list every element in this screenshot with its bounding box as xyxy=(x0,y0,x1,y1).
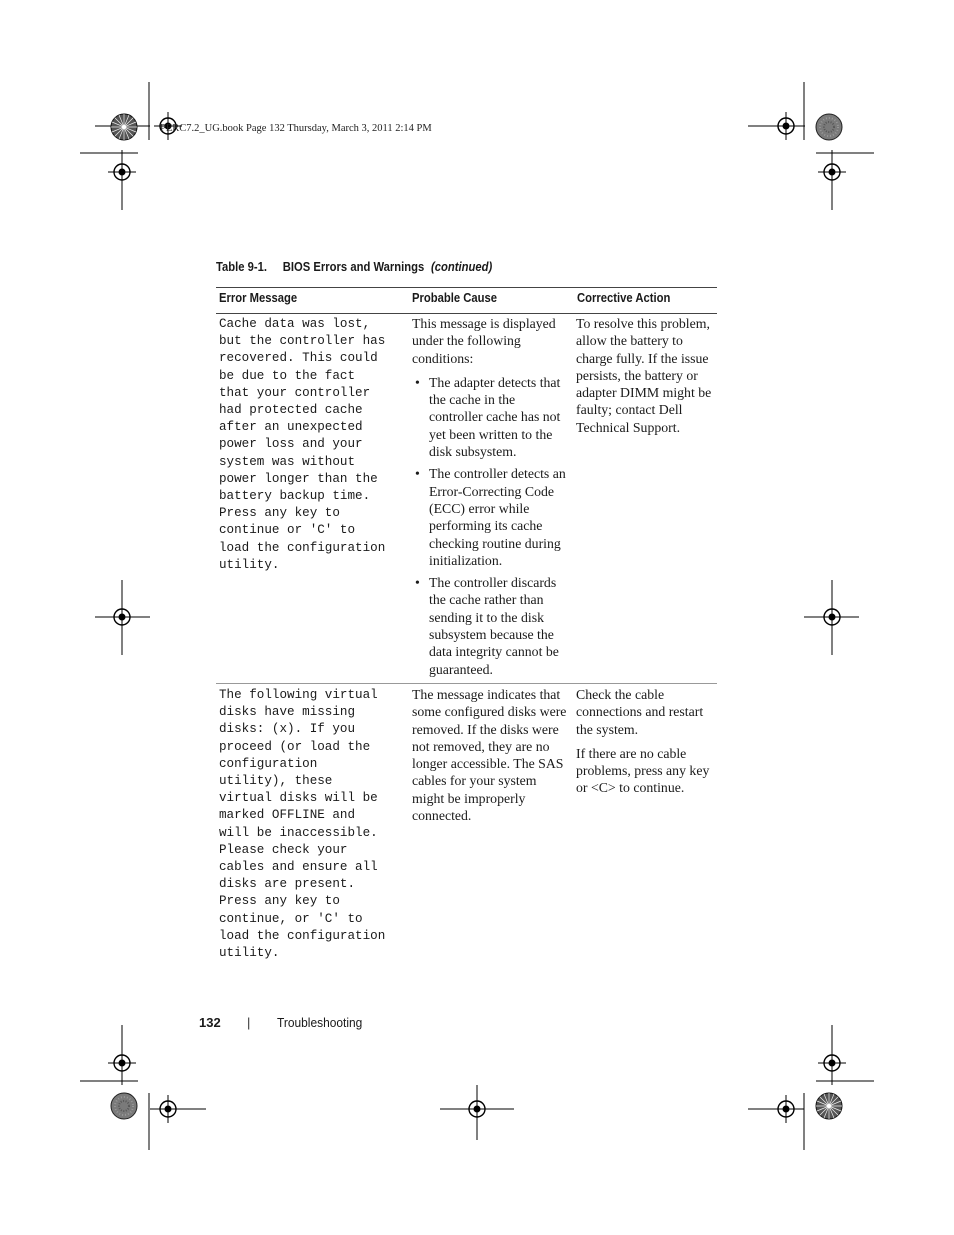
table-row xyxy=(216,314,717,684)
table-caption-continued: (continued) xyxy=(431,260,493,274)
list-item-text: The adapter detects that the cache in the controller cache has not yet been written to the disk subsystem. xyxy=(429,374,561,460)
corrective-action-cell xyxy=(576,314,717,436)
bullet-icon: • xyxy=(415,374,420,390)
list-item-text: The controller detects an Error-Correcting Code (ECC) error while performing its cache checking routine during initialization. xyxy=(429,466,566,568)
registration-mark-icon xyxy=(772,1095,800,1123)
probable-cause-list xyxy=(412,373,572,678)
list-item xyxy=(412,465,572,569)
registration-mark-icon xyxy=(818,603,846,631)
error-message-cell xyxy=(219,684,409,962)
table-caption-number: Table 9-1. xyxy=(216,260,268,274)
sunburst-target-icon xyxy=(816,1093,842,1119)
table-row xyxy=(216,684,717,974)
probable-cause-cell xyxy=(412,684,572,824)
registration-mark-icon xyxy=(818,158,846,186)
registration-mark-icon xyxy=(818,1049,846,1077)
page-number: 132 xyxy=(199,1015,221,1030)
registration-mark-icon xyxy=(154,1095,182,1123)
density-target-icon xyxy=(111,1093,137,1119)
bullet-icon: • xyxy=(415,575,420,591)
header-error-message: Error Message xyxy=(219,291,298,305)
registration-mark-icon xyxy=(108,603,136,631)
corrective-action-cell xyxy=(576,684,717,797)
error-message-text: Cache data was lost, but the controller has recovered. This could be due to the fact that your controller had protected cache after an unexpected power loss and your system was without power longer than the battery backup time. Press any key to continue or 'C' to load the configuration utility. xyxy=(219,317,386,572)
list-item xyxy=(412,374,572,460)
probable-cause-intro: The message indicates that some configured disks were removed. If the disks were not removed, they are no longer accessible. The SAS cables for your system might be improperly connected. xyxy=(412,687,567,824)
table-caption-title: BIOS Errors and Warnings xyxy=(282,260,425,274)
sunburst-target-icon xyxy=(111,114,137,140)
corrective-action-text: Check the cable connections and restart the system. xyxy=(576,687,704,737)
list-item xyxy=(412,574,572,678)
bios-errors-table xyxy=(216,287,717,974)
header-probable-cause: Probable Cause xyxy=(412,291,498,305)
registration-mark-icon xyxy=(772,112,800,140)
corrective-action-text: To resolve this problem, allow the battery to charge fully. If the issue persists, the battery or adapter DIMM might be faulty; contact Dell Technical Support. xyxy=(576,316,712,435)
bullet-icon: • xyxy=(415,466,420,482)
error-message-text: The following virtual disks have missing disks: (x). If you proceed (or load the configuration utility), these virtual disks will be marked OFFLINE and will be inaccessible. Please check your cables and ensure all disks are present. Press any key to continue, or 'C' to load the configuration utility. xyxy=(219,688,386,961)
probable-cause-cell xyxy=(412,314,572,683)
footer-separator: | xyxy=(247,1015,251,1030)
table-header-row xyxy=(216,287,717,314)
registration-mark-icon xyxy=(463,1095,491,1123)
registration-mark-icon xyxy=(108,1049,136,1077)
table-caption xyxy=(216,260,492,274)
list-item-text: The controller discards the cache rather than sending it to the disk subsystem because the data integrity cannot be guaranteed. xyxy=(429,575,559,677)
density-target-icon xyxy=(816,114,842,140)
probable-cause-intro: This message is displayed under the following conditions: xyxy=(412,316,556,366)
header-corrective-action: Corrective Action xyxy=(577,291,671,305)
error-message-cell xyxy=(219,314,409,574)
registration-mark-icon xyxy=(108,158,136,186)
print-slug-header: PERC7.2_UG.book Page 132 Thursday, March 3, 2011 2:14 PM xyxy=(160,123,432,134)
corrective-action-text: If there are no cable problems, press any key or <C> to continue. xyxy=(576,745,710,796)
footer-section-name: Troubleshooting xyxy=(277,1015,363,1030)
